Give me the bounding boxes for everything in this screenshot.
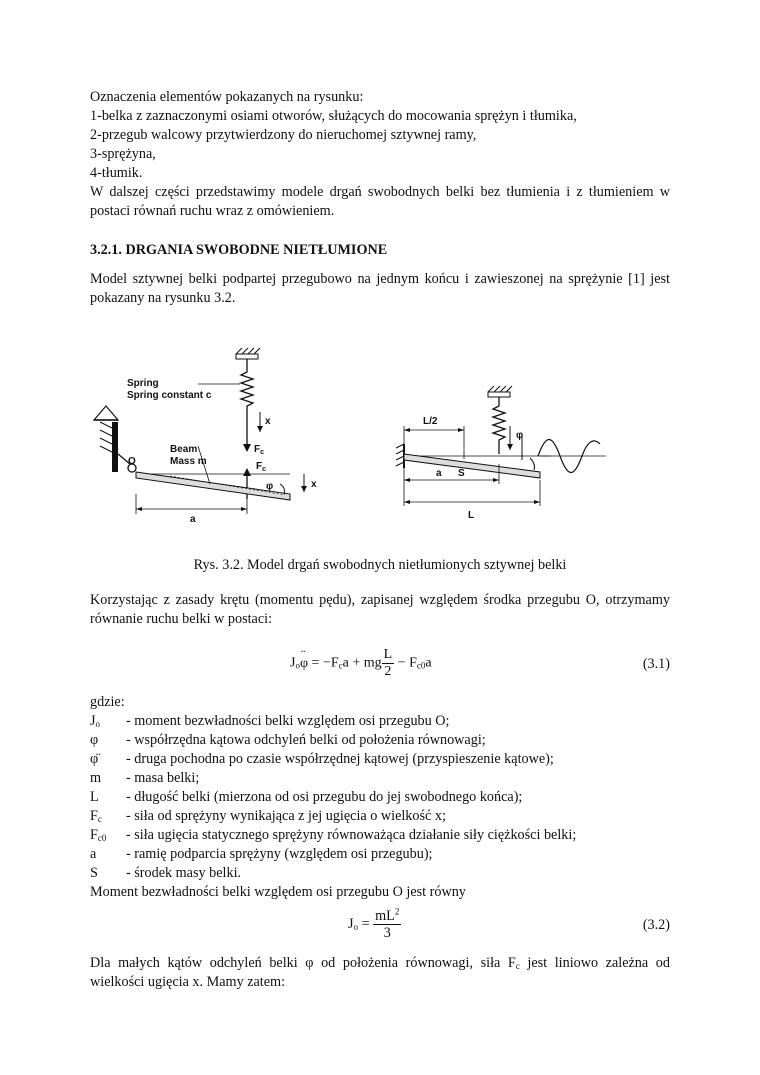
figure-3-2	[90, 334, 670, 534]
paragraph-kret: Korzystając z zasady krętu (momentu pędu), zapisanej względem środka przegubu O, otrzymamy równanie ruchu belki w postaci:	[90, 592, 670, 627]
label-beam: Beam	[170, 444, 198, 455]
figure-caption: Rys. 3.2. Model drgań swobodnych nietłumionych sztywnej belki	[193, 557, 567, 573]
label-l: L	[468, 510, 475, 521]
definition-row: $F_c$ - siła od sprężyny wynikająca z jej ugięcia o wielkość x;	[90, 808, 446, 824]
equation-3-1	[90, 641, 670, 687]
label-a-right: a	[436, 468, 442, 479]
label-fc-mid: $F_c$	[256, 461, 267, 473]
intro-line: 3-sprężyna,	[90, 146, 156, 162]
label-l-half: L/2	[423, 416, 438, 427]
label-fc-top: $F_c$	[254, 444, 265, 456]
section-paragraph: Model sztywnej belki podpartej przegubowo na jednym końcu i zawieszonej na sprężynie [1] jest pokazany na rysunku 3.2.	[90, 271, 670, 306]
right-diagram	[396, 386, 606, 521]
label-a-left: a	[190, 514, 196, 525]
definition-list	[90, 712, 670, 883]
intro-line: Oznaczenia elementów pokazanych na rysunku:	[90, 89, 364, 105]
equation-3-1-expression: $J_o¨$ $\varphi = -F_ca$ + mg $\frac{L}{2}$ − $F_{c0}a$	[290, 647, 432, 680]
label-spring-constant: Spring constant c	[127, 390, 212, 401]
definition-row: L - długość belki (mierzona od osi przegubu do jej swobodnego końca);	[90, 789, 523, 805]
label-s: S	[458, 468, 465, 479]
label-phi-right: φ	[516, 430, 524, 441]
intro-paragraph: W dalszej części przedstawimy modele drgań swobodnych belki bez tłumienia i z tłumieniem w postaci równań ruchu wraz z omówieniem.	[90, 184, 670, 219]
definition-row: a - ramię podparcia sprężyny (względem osi przegubu);	[90, 846, 433, 862]
equation-3-2-expression: $J_o$ = $\frac{mL^2}{3}$	[348, 906, 400, 941]
label-spring: Spring	[127, 378, 159, 389]
definition-row: $F_{c0}$ - siła ugięcia statycznego sprężyny równoważąca działanie siły ciężkości belki;	[90, 827, 577, 843]
spring-shape	[241, 359, 253, 418]
equation-number: (3.1)	[642, 656, 670, 672]
label-x-right: x	[311, 479, 317, 490]
final-paragraph: Dla małych kątów odchyleń belki φ od położenia równowagi, siła $F_c$ jest liniowo zależna od wielkości ugięcia x. Mamy zatem:	[90, 955, 670, 990]
label-phi-left: φ	[266, 481, 274, 492]
intro-line: 2-przegub walcowy przytwierdzony do nieruchomej sztywnej ramy,	[90, 127, 477, 143]
moment-text: Moment bezwładności belki względem osi przegubu O jest równy	[90, 884, 466, 900]
intro-line: 4-tłumik.	[90, 165, 143, 181]
definition-row: φ - współrzędna kątowa odchyleń belki od położenia równowagi;	[90, 732, 486, 748]
label-x-top: x	[265, 416, 271, 427]
document-page	[90, 88, 670, 992]
equation-3-2	[90, 904, 670, 948]
label-o: O	[128, 456, 136, 467]
beam-diagram	[90, 334, 670, 534]
left-diagram	[94, 348, 317, 525]
intro-line: 1-belka z zaznaczonymi osiami otworów, służących do mocowania sprężyn i tłumika,	[90, 108, 577, 124]
definition-row: S - środek masy belki.	[90, 865, 242, 881]
definition-row: m - masa belki;	[90, 770, 200, 786]
definition-row: $J_o$ - moment bezwładności belki względem osi przegubu O;	[90, 713, 450, 729]
equation-number: (3.2)	[642, 917, 670, 933]
where-label: gdzie:	[90, 694, 125, 710]
label-mass: Mass m	[170, 456, 207, 467]
definition-row: φ̈ - druga pochodna po czasie współrzędnej kątowej (przyspieszenie kątowe);	[90, 751, 554, 767]
section-heading: 3.2.1. DRGANIA SWOBODNE NIETŁUMIONE	[90, 242, 388, 258]
